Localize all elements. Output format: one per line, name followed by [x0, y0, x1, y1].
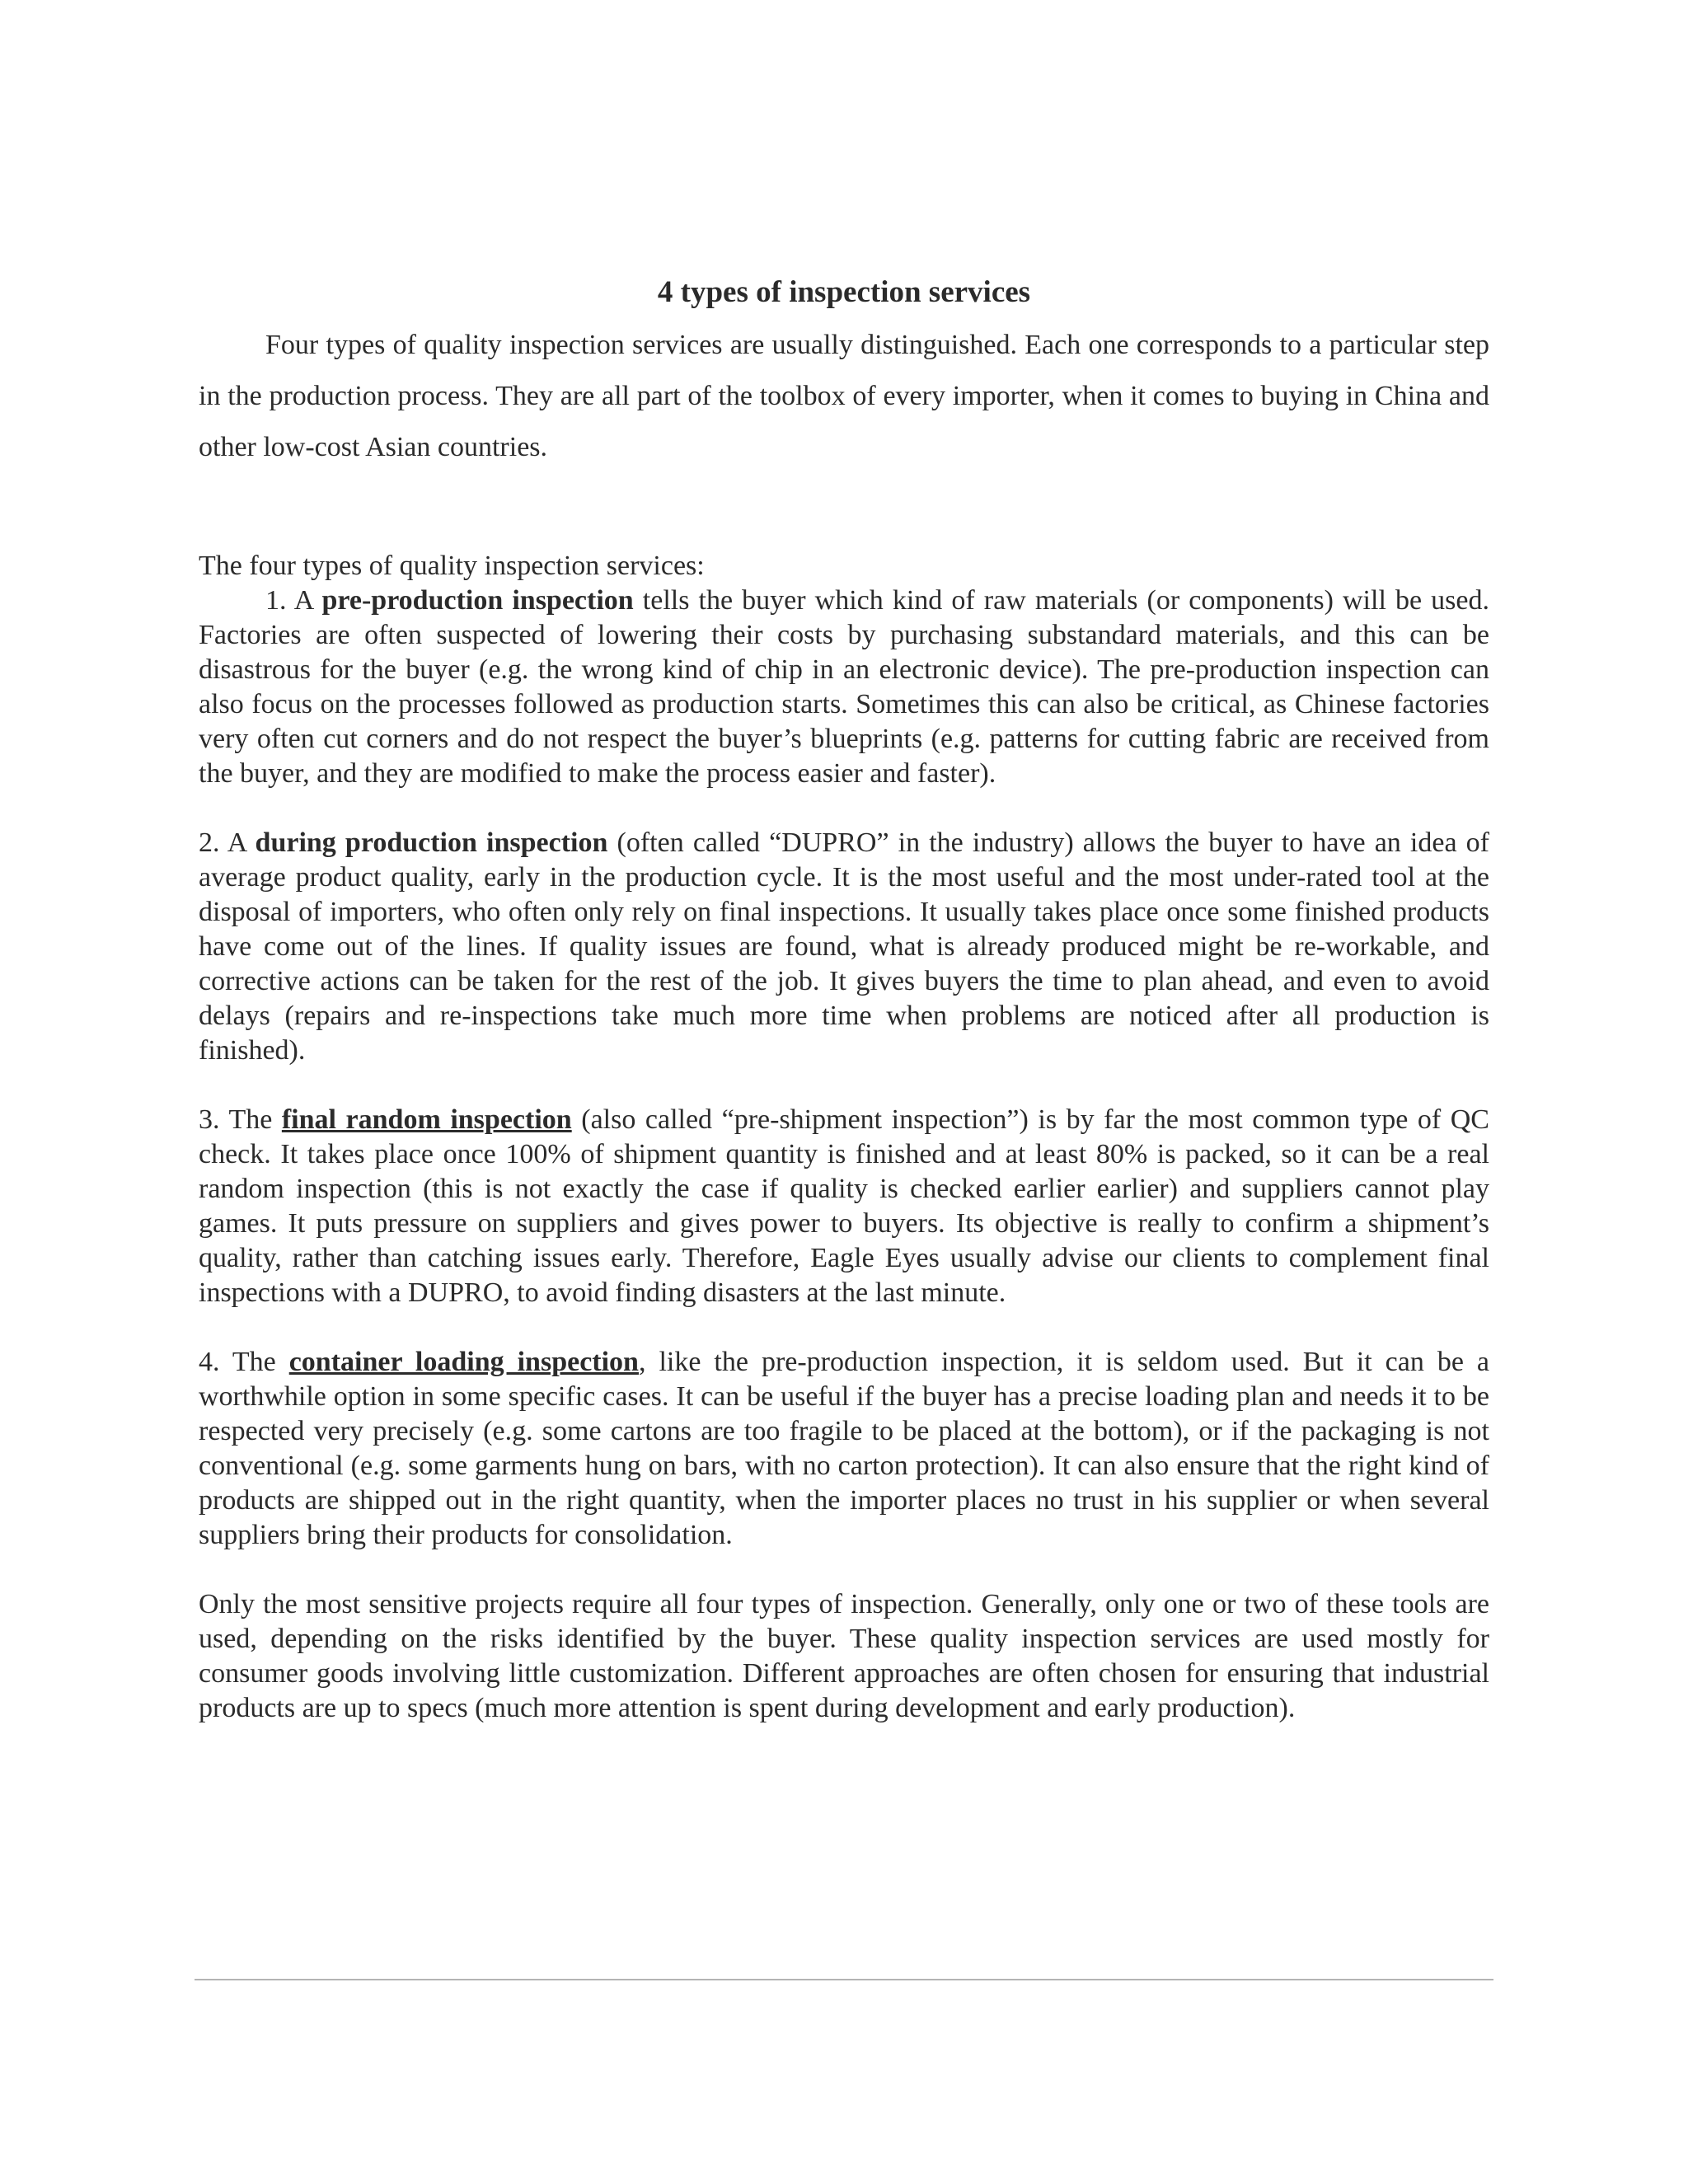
term-final-random-inspection-link[interactable]: final random inspection	[281, 1104, 572, 1135]
list-item-final-random	[199, 1103, 1489, 1310]
list-item-during-production	[199, 826, 1489, 1068]
footer-divider	[195, 1979, 1493, 1980]
term-pre-production-inspection: pre-production inspection	[321, 585, 634, 616]
list-item-number: 2. A	[199, 827, 256, 858]
list-item-text: (often called “DUPRO” in the industry) allows the buyer to have an idea of average product quality, early in the production cycle. It is the most useful and the most under-rated tool at the disposal of importers, who often only rely on final inspections. It usually takes place once some finished products have come out of the lines. If quality issues are found, what is already produced might be re-workable, and corrective actions can be taken for the rest of the job. It gives buyers the time to plan ahead, and even to avoid delays (repairs and re-inspections take much more time when problems are noticed after all production is finished).	[199, 827, 1489, 1066]
term-container-loading-inspection-link[interactable]: container loading inspection	[288, 1347, 639, 1377]
paragraph-spacer	[199, 791, 1489, 826]
term-during-production-inspection: during production inspection	[255, 827, 608, 858]
paragraph-spacer	[199, 1310, 1489, 1345]
conclusion-paragraph: Only the most sensitive projects require all four types of inspection. Generally, only one or two of these tools are used, depending on the risks identified by the buyer. These quality inspection services are used mostly for consumer goods involving little customization. Different approaches are often chosen for ensuring that industrial products are up to specs (much more attention is spent during development and early production).	[199, 1589, 1489, 1723]
list-item-text: (also called “pre-shipment inspection”) is by far the most common type of QC check. It takes place once 100% of shipment quantity is finished and at least 80% is packed, so it can be a real random inspection (this is not exactly the case if quality is checked earlier earlier) and suppliers cannot play games. It puts pressure on suppliers and gives power to buyers. Its objective is really to confirm a shipment’s quality, rather than catching issues early. Therefore, Eagle Eyes usually advise our clients to complement final inspections with a DUPRO, to avoid finding disasters at the last minute.	[199, 1104, 1489, 1308]
list-intro: The four types of quality inspection services:	[199, 551, 705, 581]
list-item-number: 4. The	[199, 1347, 289, 1377]
document-body	[199, 272, 1489, 1726]
list-item-text: tells the buyer which kind of raw materials (or components) will be used. Factories are often suspected of lowering their costs by purchasing substandard materials, and this can be disastrous for the buyer (e.g. the wrong kind of chip in an electronic device). The pre-production inspection can also focus on the processes followed as production starts. Sometimes this can also be critical, as Chinese factories very often cut corners and do not respect the buyer’s blueprints (e.g. patterns for cutting fabric are received from the buyer, and they are modified to make the process easier and faster).	[199, 585, 1489, 789]
intro-paragraph: Four types of quality inspection services are usually distinguished. Each one corresponds to a particular step in the production process. They are all part of the toolbox of every importer, when it comes to buying in China and other low-cost Asian countries.	[199, 330, 1489, 462]
list-item-number: 1. A	[265, 585, 322, 616]
list-item-number: 3. The	[199, 1104, 282, 1135]
paragraph-spacer	[199, 1553, 1489, 1587]
list-item-container-loading	[199, 1345, 1489, 1553]
list-item-text: , like the pre-production inspection, it is seldom used. But it can be a worthwhile option in some specific cases. It can be useful if the buyer has a precise loading plan and needs it to be respected very precisely (e.g. some cartons are too fragile to be placed at the bottom), or if the packaging is not conventional (e.g. some garments hung on bars, with no carton protection). It can also ensure that the right kind of products are shipped out in the right quantity, when the importer places no trust in his supplier or when several suppliers bring their products for consolidation.	[199, 1347, 1489, 1550]
page-title: 4 types of inspection services	[657, 275, 1031, 309]
list-item-pre-production	[199, 583, 1489, 791]
paragraph-spacer	[199, 1068, 1489, 1103]
